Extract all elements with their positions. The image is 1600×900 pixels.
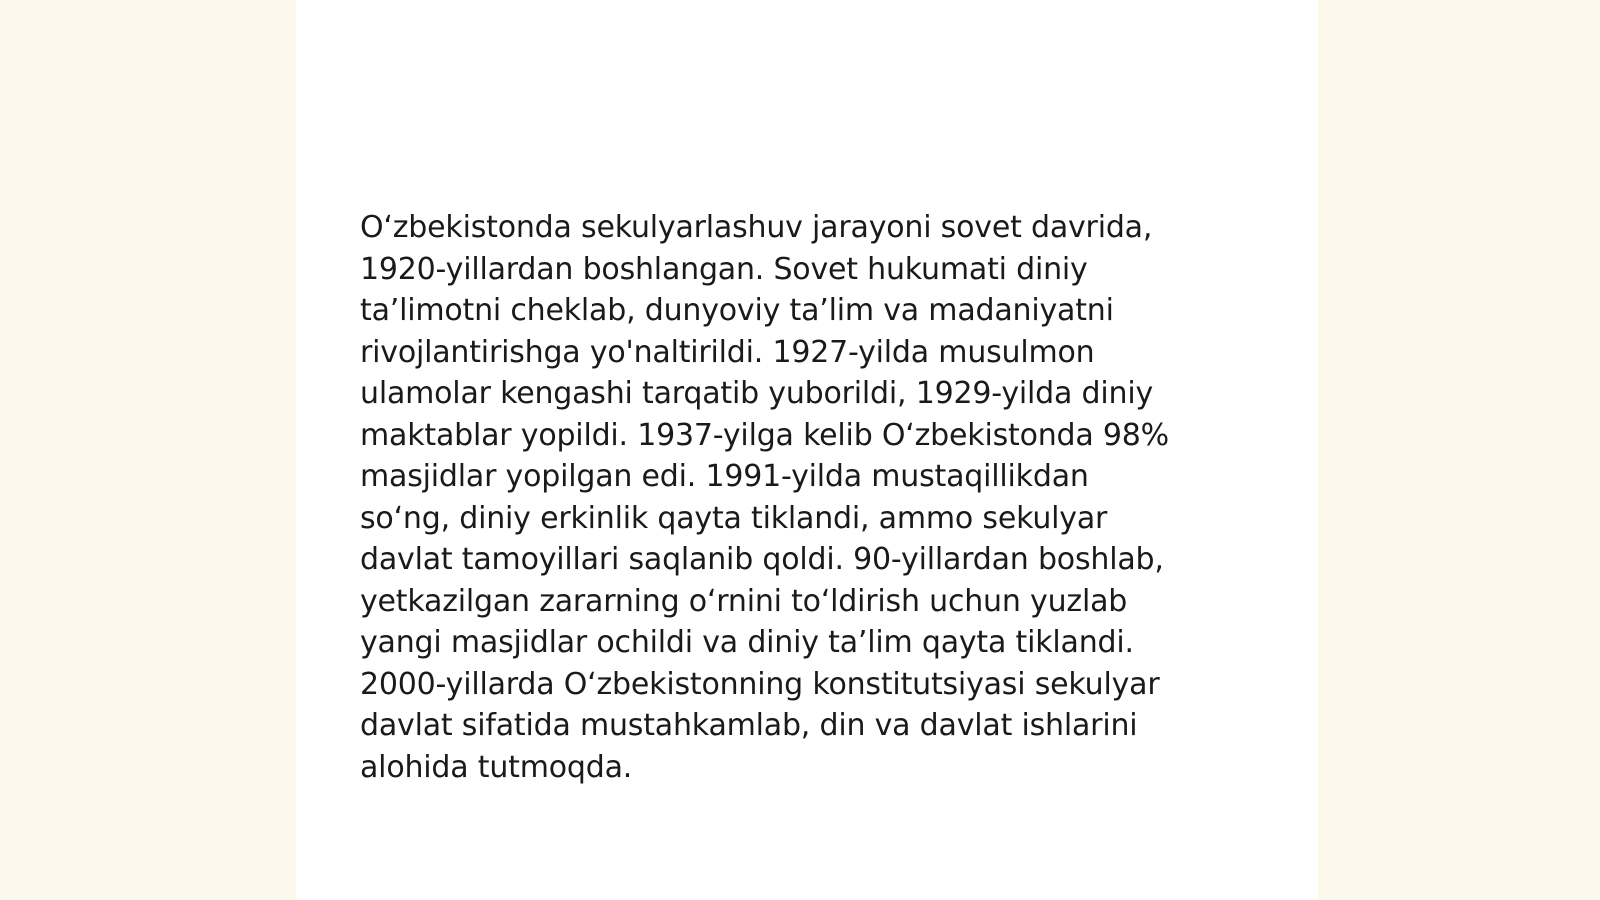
paragraph-line-8: so‘ng, diniy erkinlik qayta tiklandi, ammo sekulyar	[360, 500, 1108, 536]
paragraph-line-14: alohida tutmoqda.	[360, 749, 633, 785]
paragraph-line-5: ulamolar kengashi tarqatib yuborildi, 1929-yilda diniy	[360, 376, 1154, 411]
paragraph-line-12: 2000-yillarda O‘zbekistonning konstitutsiyasi sekulyar	[360, 666, 1160, 702]
paragraph-line-11: yangi masjidlar ochildi va diniy ta’lim qayta tiklandi.	[360, 625, 1134, 660]
paragraph-line-3: ta’limotni cheklab, dunyoviy ta’lim va madaniyatni	[360, 293, 1114, 328]
paragraph-line-13: davlat sifatida mustahkamlab, din va davlat ishlarini	[360, 708, 1138, 743]
paragraph-line-2: 1920-yillardan boshlangan. Sovet hukumati diniy	[360, 251, 1088, 287]
paragraph-line-7: masjidlar yopilgan edi. 1991-yilda mustaqillikdan	[360, 459, 1089, 494]
paragraph-line-10: yetkazilgan zararning o‘rnini to‘ldirish uchun yuzlab	[360, 583, 1128, 619]
paragraph-line-6: maktablar yopildi. 1937-yilga kelib O‘zbekistonda 98%	[360, 417, 1169, 453]
body-paragraph	[360, 207, 1260, 788]
paragraph-line-1: O‘zbekistonda sekulyarlashuv jarayoni sovet davrida,	[360, 210, 1153, 245]
paragraph-line-9: davlat tamoyillari saqlanib qoldi. 90-yillardan boshlab,	[360, 542, 1164, 577]
paragraph-line-4: rivojlantirishga yo'naltirildi. 1927-yilda musulmon	[360, 334, 1095, 370]
document-page	[296, 0, 1318, 900]
